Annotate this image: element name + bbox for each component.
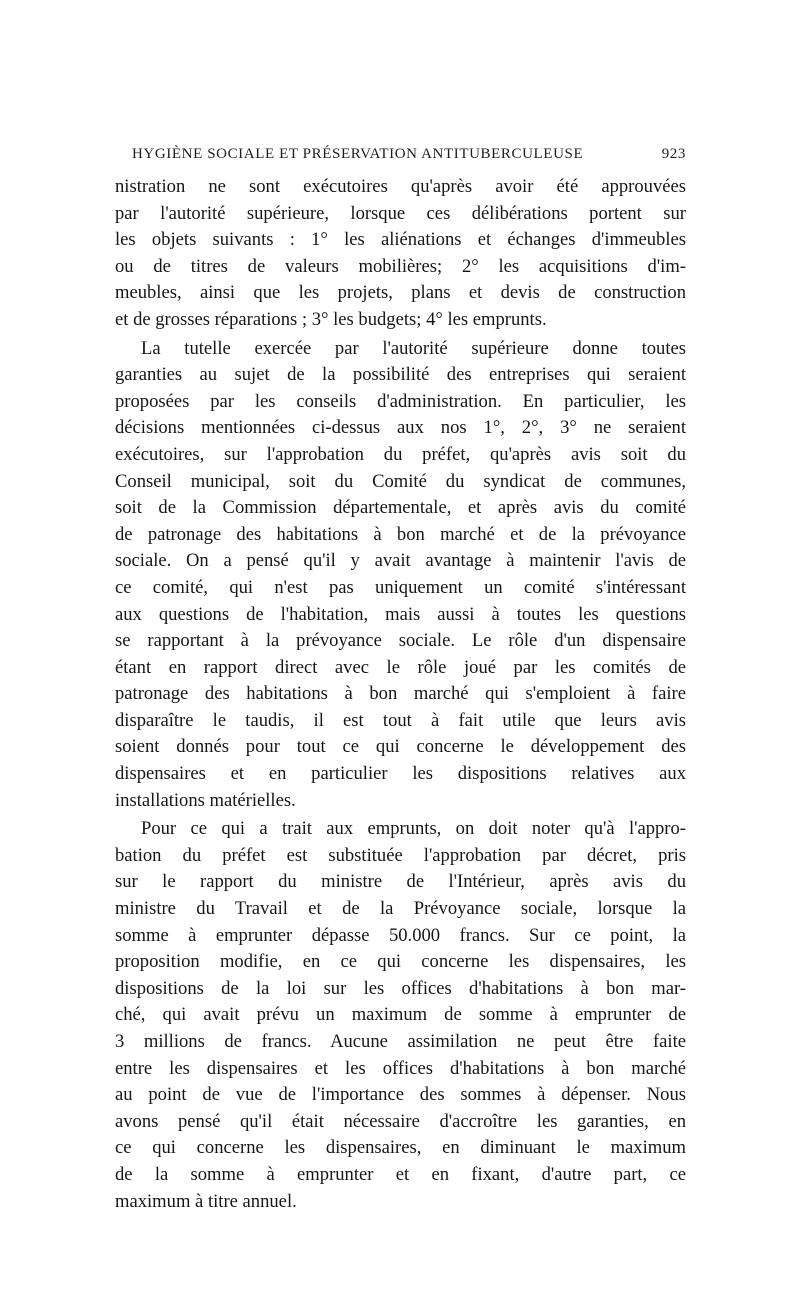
text-line: décisions mentionnées ci-dessus aux nos 1°, 2°, 3° ne seraient (115, 417, 686, 439)
text-line: de la somme à emprunter et en fixant, d'autre part, ce (115, 1163, 686, 1185)
text-line: Pour ce qui a trait aux emprunts, on doit noter qu'à l'appro- (141, 818, 686, 840)
running-header (115, 146, 686, 163)
text-line: maximum à titre annuel. (115, 1190, 297, 1212)
text-line: sur le rapport du ministre de l'Intérieur, après avis du (115, 871, 686, 893)
text-line: étant en rapport direct avec le rôle joué par les comités de (115, 656, 686, 678)
text-line: soient donnés pour tout ce qui concerne le développement des (115, 736, 686, 758)
text-line: disparaître le taudis, il est tout à fait utile que leurs avis (115, 709, 686, 731)
text-line: La tutelle exercée par l'autorité supérieure donne toutes (141, 337, 686, 359)
text-line: au point de vue de l'importance des sommes à dépenser. Nous (115, 1084, 686, 1106)
page (115, 146, 686, 1215)
text-line: ministre du Travail et de la Prévoyance sociale, lorsque la (115, 898, 686, 920)
text-line: 3 millions de francs. Aucune assimilation ne peut être faite (115, 1031, 686, 1052)
text-line: garanties au sujet de la possibilité des entreprises qui seraient (115, 364, 686, 386)
text-line: bation du préfet est substituée l'approbation par décret, pris (115, 844, 686, 866)
text-line: dispositions de la loi sur les offices d'habitations à bon mar- (115, 977, 686, 999)
text-line: avons pensé qu'il était nécessaire d'accroître les garanties, en (115, 1110, 686, 1132)
text-line: proposées par les conseils d'administration. En particulier, les (115, 390, 686, 412)
text-line: installations matérielles. (115, 789, 296, 811)
paragraph (115, 336, 686, 815)
text-line: meubles, ainsi que les projets, plans et devis de construction (115, 282, 686, 304)
text-line: exécutoires, sur l'approbation du préfet, qu'après avis soit du (115, 443, 686, 465)
text-line: ché, qui avait prévu un maximum de somme à emprunter de (115, 1004, 686, 1026)
text-line: Conseil municipal, soit du Comité du syndicat de communes, (115, 470, 686, 492)
text-line: aux questions de l'habitation, mais aussi à toutes les questions (115, 603, 686, 625)
text-line: patronage des habitations à bon marché qui s'emploient à faire (115, 683, 686, 705)
text-line: et de grosses réparations ; 3° les budgets; 4° les emprunts. (115, 308, 547, 330)
text-line: ou de titres de valeurs mobilières; 2° les acquisitions d'im- (115, 255, 686, 277)
text-line: se rapportant à la prévoyance sociale. Le rôle d'un dispensaire (115, 630, 686, 652)
text-line: proposition modifie, en ce qui concerne les dispensaires, les (115, 951, 686, 973)
body-text (115, 174, 686, 1215)
text-line: dispensaires et en particulier les dispositions relatives aux (115, 763, 686, 785)
text-line: par l'autorité supérieure, lorsque ces délibérations portent sur (115, 202, 686, 224)
text-line: soit de la Commission départementale, et après avis du comité (115, 497, 686, 519)
text-line: somme à emprunter dépasse 50.000 francs. Sur ce point, la (115, 924, 686, 946)
paragraph (115, 174, 686, 334)
text-line: ce comité, qui n'est pas uniquement un comité s'intéressant (115, 576, 686, 598)
running-title: HYGIÈNE SOCIALE ET PRÉSERVATION ANTITUBERCULEUSE (132, 146, 584, 162)
text-line: sociale. On a pensé qu'il y avait avantage à maintenir l'avis de (115, 550, 686, 572)
text-line: les objets suivants : 1° les aliénations et échanges d'immeubles (115, 229, 686, 251)
text-line: nistration ne sont exécutoires qu'après avoir été approuvées (115, 176, 686, 197)
paragraph (115, 816, 686, 1215)
text-line: entre les dispensaires et les offices d'habitations à bon marché (115, 1057, 686, 1079)
page-number: 923 (661, 146, 686, 162)
text-line: de patronage des habitations à bon marché et de la prévoyance (115, 523, 686, 545)
text-line: ce qui concerne les dispensaires, en diminuant le maximum (115, 1137, 686, 1159)
